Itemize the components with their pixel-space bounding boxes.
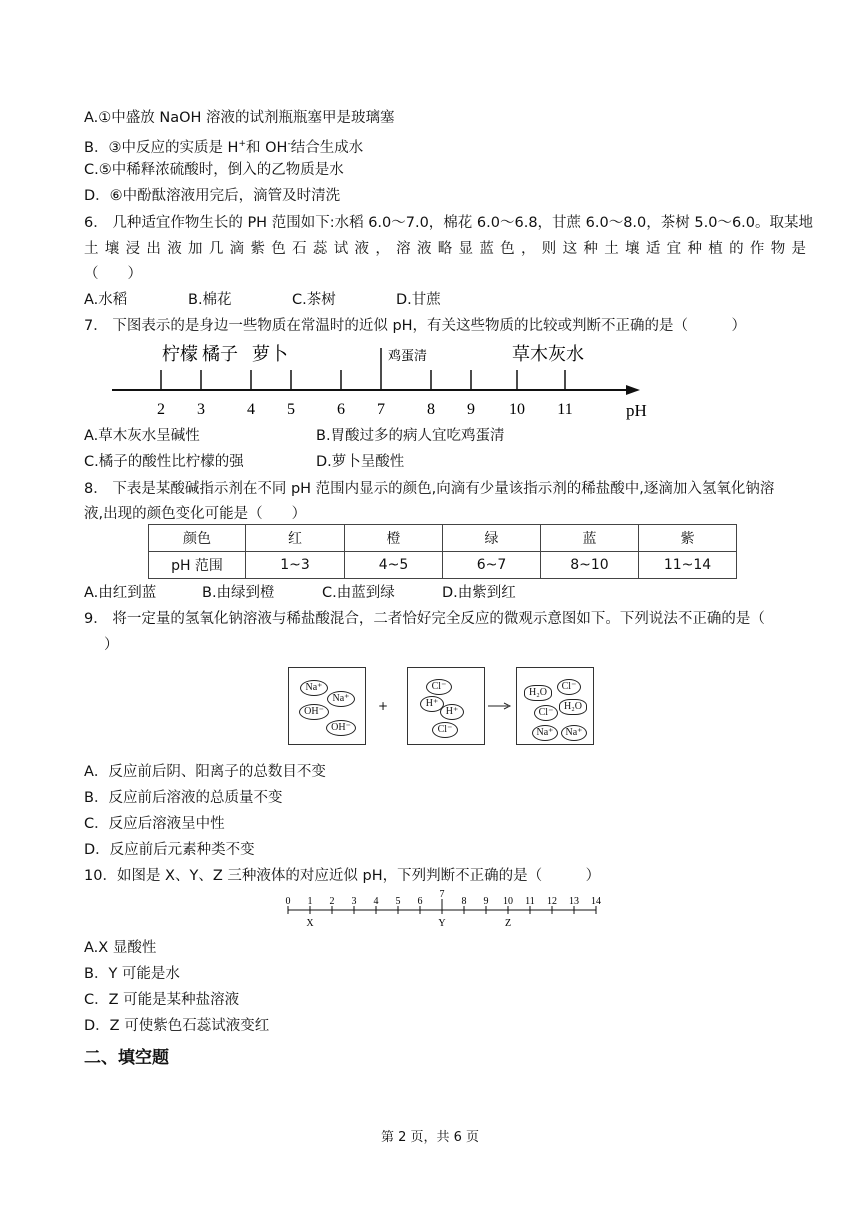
- liquid-marker-label: X: [306, 918, 314, 929]
- q6-stem-line2: 土壤浸出液加几滴紫色石蕊试液，溶液略显蓝色，则这种土壤适宜种植的作物是: [84, 241, 806, 257]
- ph-tick-label: 12: [547, 896, 557, 907]
- ion-hydrogen: H⁺: [440, 704, 464, 720]
- ion-sodium: Na⁺: [327, 691, 355, 707]
- substance-label: 橘子: [202, 344, 238, 365]
- q9-stem-line2: ）: [104, 637, 119, 653]
- q5-option-b: B．③中反应的实质是 H+和 OH-结合生成水: [84, 139, 364, 156]
- q7-option-b: B.胃酸过多的病人宜吃鸡蛋清: [316, 428, 505, 444]
- ph-tick-label: 10: [503, 896, 513, 907]
- q7-options-row1: [84, 426, 505, 446]
- ph-tick-label: 2: [329, 896, 335, 907]
- q8-stem-line1: 8． 下表是某酸碱指示剂在不同 pH 范围内显示的颜色,向滴有少量该指示剂的稀盐酸中,逐滴加入氢氧化钠溶: [84, 481, 775, 497]
- liquid-marker-label: Y: [438, 918, 446, 929]
- ion-chloride: Cl⁻: [432, 722, 458, 738]
- ph-tick-label: 11: [525, 896, 535, 907]
- q6-stem-line3: （ ）: [84, 266, 142, 282]
- table-cell: 8~10: [541, 552, 639, 579]
- ph-tick-label: 6: [417, 896, 423, 907]
- q8-option-d: D.由紫到红: [442, 585, 516, 601]
- q8-option-c: C.由蓝到绿: [322, 585, 395, 601]
- table-cell: 紫: [639, 525, 737, 552]
- q6-option-c: C.茶树: [292, 292, 336, 308]
- ion-chloride: Cl⁻: [557, 679, 581, 695]
- table-cell: 4~5: [345, 552, 443, 579]
- table-cell: 6~7: [443, 552, 541, 579]
- reactant-box-hcl: [407, 667, 485, 745]
- table-row: [149, 525, 737, 552]
- q9-stem-line1: 9． 将一定量的氢氧化钠溶液与稀盐酸混合，二者恰好完全反应的微观示意图如下。下列说法不正确的是（: [84, 611, 765, 627]
- ph-tick-label: 5: [287, 401, 295, 418]
- ion-hydrogen: H⁺: [420, 696, 444, 712]
- reaction-arrow-icon: [488, 701, 512, 711]
- ph-tick-label: 7: [439, 890, 445, 900]
- q7-options-row2: [84, 452, 404, 472]
- ph-tick-label: 6: [337, 401, 345, 418]
- ph-tick-label: 1: [307, 896, 313, 907]
- ph-tick-label: 3: [197, 401, 205, 418]
- ion-hydroxide: OH⁻: [326, 720, 356, 736]
- substance-label: 萝卜: [252, 344, 288, 365]
- ph-tick-label: 4: [247, 401, 255, 418]
- q5-option-a: A.①中盛放 NaOH 溶液的试剂瓶瓶塞甲是玻璃塞: [84, 110, 395, 126]
- ph-tick-label: 2: [157, 401, 165, 418]
- q9-option-d: D．反应前后元素种类不变: [84, 842, 255, 858]
- ph-tick-label: 11: [557, 401, 573, 418]
- table-cell: 蓝: [541, 525, 639, 552]
- q8-option-a: A.由红到蓝: [84, 585, 157, 601]
- q6-option-b: B.棉花: [188, 292, 232, 308]
- ph-axis-unit-label: pH: [626, 401, 647, 420]
- q8-option-b: B.由绿到橙: [202, 585, 275, 601]
- q10-option-c: C．Z 可能是某种盐溶液: [84, 992, 240, 1008]
- ph-tick-label: 5: [395, 896, 401, 907]
- ph-tick-label: 7: [377, 401, 385, 418]
- q7-option-a: A.草木灰水呈碱性: [84, 428, 200, 444]
- q6-option-a: A.水稻: [84, 292, 128, 308]
- q9-option-b: B．反应前后溶液的总质量不变: [84, 790, 283, 806]
- ph-tick-label: 8: [427, 401, 435, 418]
- q7-option-c: C.橘子的酸性比柠檬的强: [84, 454, 244, 470]
- ph-tick-label: 0: [285, 896, 291, 907]
- ion-chloride: Cl⁻: [426, 679, 452, 695]
- q6-option-d: D.甘蔗: [396, 292, 441, 308]
- q5-option-d: D．⑥中酚酞溶液用完后，滴管及时清洗: [84, 188, 341, 204]
- ph-tick-label: 14: [591, 896, 601, 907]
- molecule-water: H₂O: [559, 699, 587, 715]
- substance-label: 草木灰水: [512, 344, 584, 365]
- table-cell: 红: [246, 525, 345, 552]
- q10-stem: 10．如图是 X、Y、Z 三种液体的对应近似 pH，下列判断不正确的是（ ）: [84, 868, 601, 884]
- ion-hydroxide: OH⁻: [299, 704, 329, 720]
- q10-option-d: D．Z 可使紫色石蕊试液变红: [84, 1018, 270, 1034]
- product-box: [516, 667, 594, 745]
- q5-option-c: C.⑤中稀释浓硫酸时，倒入的乙物质是水: [84, 162, 344, 178]
- ph-tick-label: 9: [483, 896, 489, 907]
- ion-chloride: Cl⁻: [534, 705, 558, 721]
- q7-stem: 7． 下图表示的是身边一些物质在常温时的近似 pH，有关这些物质的比较或判断不正确的是（ ）: [84, 318, 747, 334]
- section-title: 二、填空题: [84, 1048, 169, 1068]
- ph-tick-label: 3: [351, 896, 357, 907]
- table-cell: 1~3: [246, 552, 345, 579]
- q10-ph-scale-figure: [280, 890, 610, 932]
- liquid-marker-label: Z: [504, 918, 512, 929]
- indicator-color-table: [148, 524, 737, 579]
- q6-stem-line1: 6． 几种适宜作物生长的 PH 范围如下:水稻 6.0～7.0，棉花 6.0～6.8，甘蔗 6.0～8.0，茶树 5.0～6.0。取某地: [84, 215, 813, 231]
- q10-option-b: B．Y 可能是水: [84, 966, 180, 982]
- q7-option-d: D.萝卜呈酸性: [316, 454, 405, 470]
- table-row: [149, 552, 737, 579]
- molecule-water: H₂O: [524, 685, 552, 701]
- substance-label: 柠檬: [162, 344, 198, 365]
- ion-sodium: Na⁺: [532, 725, 558, 741]
- reaction-plus-sign: +: [378, 699, 389, 713]
- page-footer: 第 2 页，共 6 页: [380, 1130, 480, 1145]
- table-cell: 橙: [345, 525, 443, 552]
- ph-tick-label: 13: [569, 896, 579, 907]
- q9-option-a: A．反应前后阴、阳离子的总数目不变: [84, 764, 326, 780]
- q8-stem-line2: 液,出现的颜色变化可能是（ ）: [84, 506, 307, 522]
- ion-sodium: Na⁺: [561, 725, 587, 741]
- q7-ph-scale-figure: [100, 338, 680, 422]
- table-cell: pH 范围: [149, 552, 246, 579]
- ph-tick-label: 4: [373, 896, 379, 907]
- ph-tick-label: 8: [461, 896, 467, 907]
- table-cell: 颜色: [149, 525, 246, 552]
- q6-options: [84, 290, 441, 310]
- table-cell: 11~14: [639, 552, 737, 579]
- reactant-box-naoh: [288, 667, 366, 745]
- ion-sodium: Na⁺: [300, 680, 328, 696]
- ph-axis-arrow-icon: [626, 385, 640, 395]
- q9-option-c: C．反应后溶液呈中性: [84, 816, 225, 832]
- q10-option-a: A.X 显酸性: [84, 940, 157, 956]
- ph-tick-label: 10: [509, 401, 525, 418]
- substance-label: 鸡蛋清: [388, 349, 428, 364]
- ph-tick-label: 9: [467, 401, 475, 418]
- q8-options: [84, 583, 516, 603]
- table-cell: 绿: [443, 525, 541, 552]
